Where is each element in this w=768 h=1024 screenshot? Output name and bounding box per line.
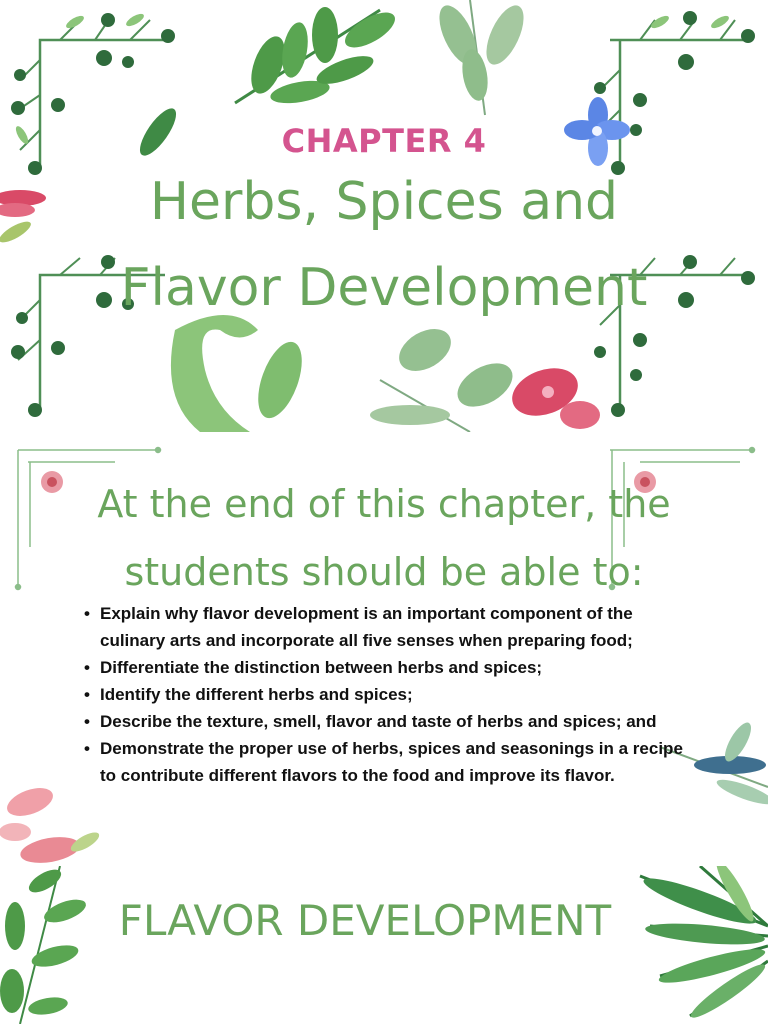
objective-item: • Identify the different herbs and spices;	[84, 681, 696, 708]
section-heading: FLAVOR DEVELOPMENT	[118, 896, 612, 945]
curled-leaf-icon	[171, 315, 311, 432]
pink-lily-icon	[0, 783, 102, 866]
objectives-intro-line-2: students should be able to:	[124, 550, 644, 594]
slide-title-line-2: Flavor Development	[120, 258, 648, 318]
leaf-decoration	[0, 866, 768, 1024]
objectives-list	[84, 600, 696, 789]
objective-item: • Differentiate the distinction between herbs and spices;	[84, 654, 696, 681]
chapter-label: CHAPTER 4	[281, 122, 487, 160]
leafy-sprig-icon	[235, 6, 400, 107]
title-slide	[0, 0, 768, 432]
pink-flower-bottom-icon	[506, 360, 600, 429]
objective-item: • Explain why flavor development is an important component of the culinary arts and incorporate all five senses when preparing food;	[84, 600, 696, 654]
objective-item: • Describe the texture, smell, flavor and taste of herbs and spices; and	[84, 708, 696, 735]
objectives-slide	[0, 432, 768, 866]
slide-title-line-1: Herbs, Spices and	[149, 172, 619, 232]
vine-leaves-left-icon	[0, 866, 89, 1024]
eucalyptus-sprig-icon	[370, 320, 520, 432]
flavor-development-slide	[0, 866, 768, 1024]
objective-item: • Demonstrate the proper use of herbs, spices and seasonings in a recipe to contribute different flavors to the food and improve its flavor.	[84, 735, 696, 789]
objectives-intro-line-1: At the end of this chapter, the	[97, 482, 671, 526]
pale-leaves-icon	[432, 0, 531, 115]
